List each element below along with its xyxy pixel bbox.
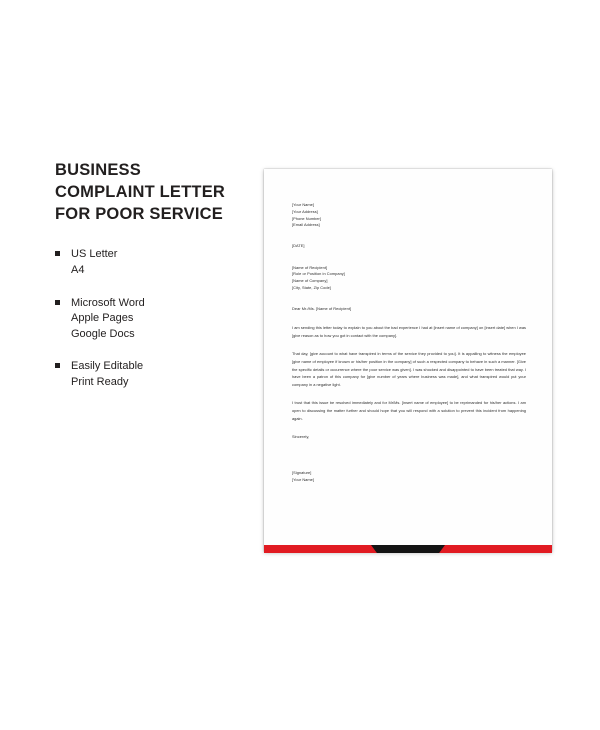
feature-line: Apple Pages: [71, 312, 134, 325]
feature-line: US Letter: [71, 248, 118, 261]
body-paragraph: That day, [give account to what have transpired in terms of the service they provided to you]. It is appalling to witness the employee [give name of employee if known or his/her position in the company] of such a respected company to behave in such a manner. [Give the specific details or occurrence where the poor service was given]. I was shocked and disappointed to have been treated that way. I have been a patron of this company for [give number of years where business was made], and what transpired would put your company in a negative light.: [292, 351, 526, 387]
bullet-icon: [55, 363, 60, 368]
promo-column: [55, 160, 240, 408]
feature-group-formats: [55, 247, 240, 278]
recipient-line: [City, State, Zip Code]: [292, 285, 331, 291]
signature-line: [Your Name]: [292, 477, 315, 483]
body-paragraph: I trust that this issue be resolved immediately and for Mr/Ms. [insert name of employee] to be reprimanded for his/her actions. I am open to discussing the matter further and should hope that you will respond with a solution to prevent this incident from happening again.: [292, 400, 526, 421]
feature-group-editing: [55, 359, 240, 390]
recipient-line: [Name of Recipient]: [292, 264, 328, 270]
sender-line: [Your Address]: [292, 208, 318, 214]
feature-line: Print Ready: [71, 375, 129, 388]
document-preview: [264, 169, 552, 552]
letter-date: [DATE]: [292, 243, 305, 249]
recipient-line: [Name of Company]: [292, 278, 328, 284]
recipient-address-block: [292, 265, 526, 292]
signature-line: [Signature]: [292, 470, 312, 476]
feature-line: Google Docs: [71, 327, 135, 340]
feature-line: Microsoft Word: [71, 296, 145, 309]
feature-line: A4: [71, 263, 85, 276]
body-paragraph: I am sending this letter today to explain to you about the bad experience I had at [insert name of company] on [insert date] when I was [give reason as to how you got in contact with the company].: [292, 325, 526, 338]
bullet-icon: [55, 300, 60, 305]
bullet-icon: [55, 251, 60, 256]
document-tab: [371, 545, 445, 553]
document-body: [292, 202, 526, 497]
feature-line: Easily Editable: [71, 360, 144, 373]
salutation: Dear Mr./Ms. [Name of Recipient]: [292, 305, 352, 311]
sender-address-block: [292, 202, 526, 229]
sender-line: [Phone Number]: [292, 215, 322, 221]
document-sheet: [264, 169, 552, 552]
recipient-line: [Role or Position in Company]: [292, 271, 345, 277]
signature-block: [292, 470, 526, 484]
sender-line: [Your Name]: [292, 202, 315, 207]
sender-line: [Email Address]: [292, 222, 320, 228]
feature-group-apps: [55, 296, 240, 343]
sign-off: Sincerely,: [292, 434, 310, 440]
page-title: BUSINESS COMPLAINT LETTER FOR POOR SERVICE: [55, 161, 226, 223]
